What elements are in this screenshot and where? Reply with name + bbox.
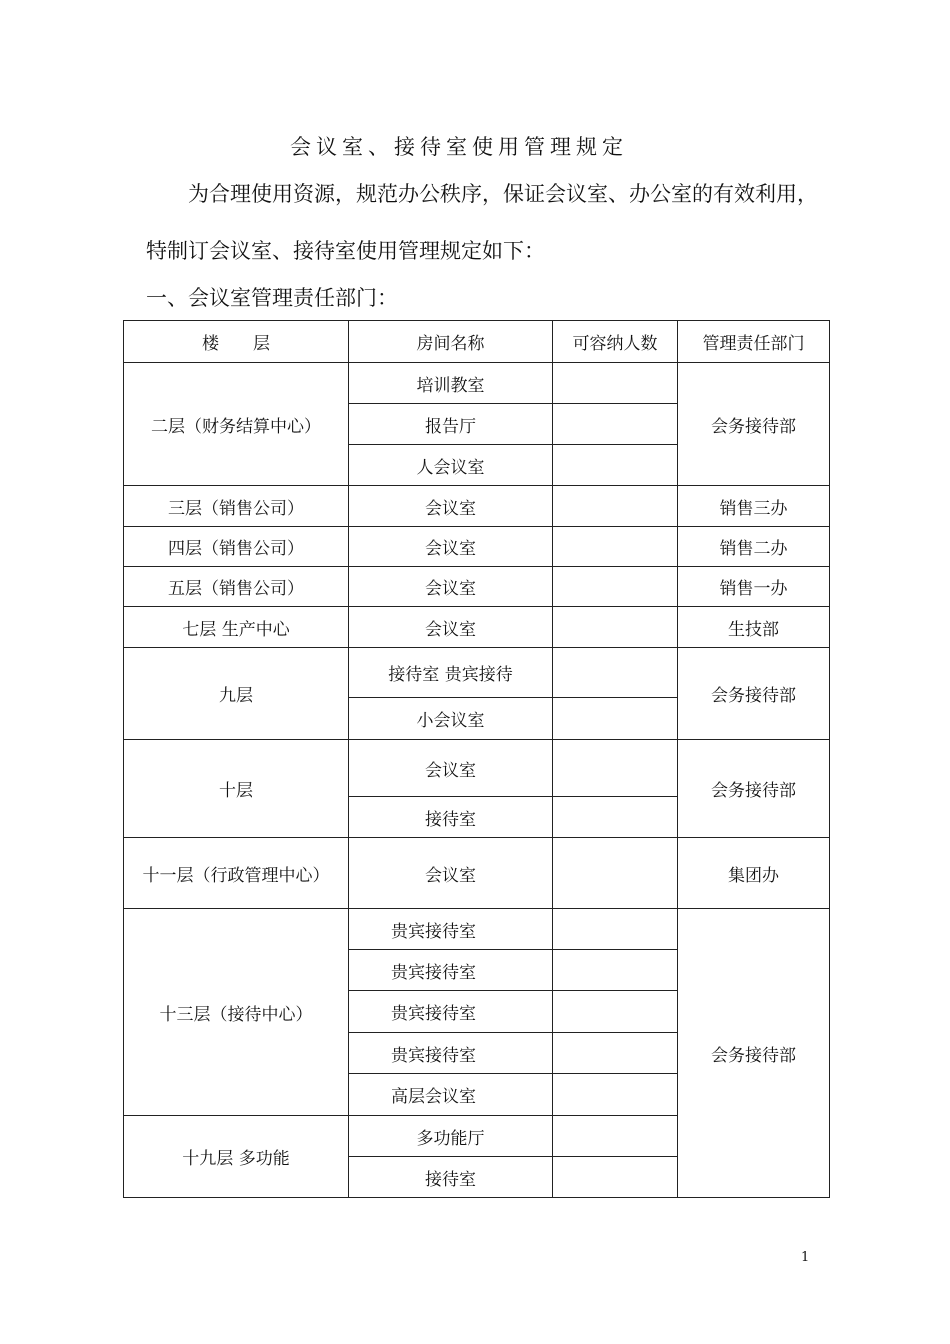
department-cell: 集团办 [678, 838, 830, 909]
table-row [124, 486, 830, 527]
capacity-cell [553, 950, 678, 991]
room-cell: 会议室 [349, 486, 553, 527]
table-row [124, 363, 830, 404]
room-cell: 接待室 [349, 1157, 553, 1198]
table-header-row [124, 321, 830, 363]
department-cell: 销售三办 [678, 486, 830, 527]
capacity-cell [553, 1157, 678, 1198]
department-cell: 会务接待部 [678, 363, 830, 486]
floor-cell: 二层（财务结算中心） [124, 363, 349, 486]
department-cell: 销售二办 [678, 527, 830, 567]
floor-cell: 十三层（接待中心） [124, 909, 349, 1116]
room-cell: 会议室 [349, 527, 553, 567]
capacity-cell [553, 740, 678, 797]
floor-cell: 五层（销售公司） [124, 567, 349, 607]
room-cell: 报告厅 [349, 404, 553, 445]
capacity-cell [553, 1116, 678, 1157]
room-cell: 小会议室 [349, 698, 553, 740]
room-cell: 高层会议室 [349, 1074, 553, 1116]
floor-cell: 十九层 多功能 [124, 1116, 349, 1198]
capacity-cell [553, 404, 678, 445]
room-cell: 会议室 [349, 607, 553, 648]
room-cell: 接待室 贵宾接待 [349, 648, 553, 698]
capacity-cell [553, 1033, 678, 1074]
table-row [124, 607, 830, 648]
capacity-cell [553, 363, 678, 404]
header-room: 房间名称 [349, 321, 553, 363]
section-heading: 一、会议室管理责任部门： [146, 286, 398, 310]
capacity-cell [553, 607, 678, 648]
capacity-cell [553, 486, 678, 527]
room-cell: 会议室 [349, 567, 553, 607]
room-cell: 人会议室 [349, 445, 553, 486]
department-cell: 会务接待部 [678, 740, 830, 838]
floor-cell: 三层（销售公司） [124, 486, 349, 527]
room-cell: 多功能厅 [349, 1116, 553, 1157]
room-cell: 贵宾接待室 [349, 1033, 553, 1074]
table-row [124, 648, 830, 698]
capacity-cell [553, 909, 678, 950]
table-row [124, 567, 830, 607]
capacity-cell [553, 797, 678, 838]
capacity-cell [553, 445, 678, 486]
floor-cell: 十层 [124, 740, 349, 838]
header-capacity: 可容纳人数 [553, 321, 678, 363]
department-cell: 会务接待部 [678, 909, 830, 1198]
department-cell: 会务接待部 [678, 648, 830, 740]
meeting-room-table [123, 320, 830, 1198]
header-floor: 楼 层 [124, 321, 349, 363]
floor-cell: 十一层（行政管理中心） [124, 838, 349, 909]
capacity-cell [553, 1074, 678, 1116]
room-cell: 接待室 [349, 797, 553, 838]
table-row [124, 740, 830, 797]
table-row [124, 909, 830, 950]
document-title: 会议室、接待室使用管理规定 [290, 135, 628, 159]
page-number: 1 [801, 1250, 810, 1265]
capacity-cell [553, 991, 678, 1033]
capacity-cell [553, 567, 678, 607]
department-cell: 生技部 [678, 607, 830, 648]
room-cell: 会议室 [349, 740, 553, 797]
table-row [124, 527, 830, 567]
room-cell: 培训教室 [349, 363, 553, 404]
floor-cell: 四层（销售公司） [124, 527, 349, 567]
room-cell: 贵宾接待室 [349, 909, 553, 950]
capacity-cell [553, 527, 678, 567]
room-cell: 贵宾接待室 [349, 991, 553, 1033]
room-cell: 贵宾接待室 [349, 950, 553, 991]
floor-cell: 九层 [124, 648, 349, 740]
capacity-cell [553, 838, 678, 909]
capacity-cell [553, 648, 678, 698]
table-row [124, 838, 830, 909]
department-cell: 销售一办 [678, 567, 830, 607]
capacity-cell [553, 698, 678, 740]
header-department: 管理责任部门 [678, 321, 830, 363]
room-cell: 会议室 [349, 838, 553, 909]
floor-cell: 七层 生产中心 [124, 607, 349, 648]
intro-paragraph: 为合理使用资源，规范办公秩序，保证会议室、办公室的有效利用，特制订会议室、接待室使用管理规定如下： [146, 182, 818, 263]
